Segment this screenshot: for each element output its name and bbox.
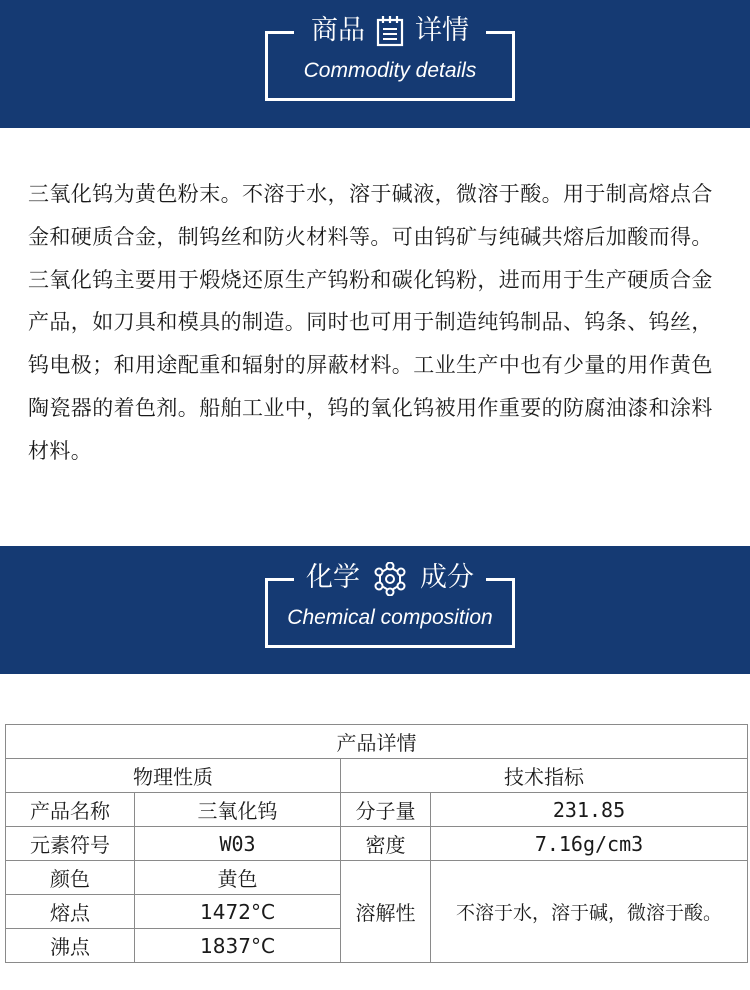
property-label: 产品名称	[6, 793, 135, 827]
property-label: 熔点	[6, 895, 135, 929]
section-title-en: Commodity details	[303, 59, 477, 82]
title-cn-part1: 商品	[311, 15, 365, 46]
section-title-frame	[265, 15, 515, 101]
table-row	[6, 793, 748, 827]
property-label: 沸点	[6, 929, 135, 963]
table-row	[6, 827, 748, 861]
spec-value: 231.85	[431, 793, 748, 827]
section-title-cn	[268, 560, 512, 596]
title-cn-part2: 成分	[420, 562, 474, 593]
chemical-composition-banner	[0, 546, 750, 674]
notepad-icon	[375, 15, 405, 47]
property-label: 颜色	[6, 861, 135, 895]
commodity-details-banner	[0, 0, 750, 128]
table-row	[6, 725, 748, 759]
spec-label: 溶解性	[341, 861, 431, 963]
title-cn-part1: 化学	[306, 562, 360, 593]
spec-value: 7.16g/cm3	[431, 827, 748, 861]
property-value: 三氧化钨	[135, 793, 341, 827]
description-paragraph-2: 三氧化钨主要用于煅烧还原生产钨粉和碳化钨粉，进而用于生产硬质合金产品，如刀具和模具的制造。同时也可用于制造纯钨制品、钨条、钨丝，钨电极；和用途配重和辐射的屏蔽材料。工业生产中也有少量的用作黄色陶瓷器的着色剂。船舶工业中，钨的氧化钨被用作重要的防腐油漆和涂料材料。	[28, 267, 713, 463]
property-value: 1837°C	[135, 929, 341, 963]
section-title-en: Chemical composition	[287, 606, 493, 629]
physical-properties-header: 物理性质	[6, 759, 341, 793]
product-specs-table	[5, 724, 748, 963]
property-value: 黄色	[135, 861, 341, 895]
section-title-frame	[265, 562, 515, 648]
table-row	[6, 861, 748, 895]
spec-value: 不溶于水，溶于碱，微溶于酸。	[431, 861, 748, 963]
description-paragraph-1: 三氧化钨为黄色粉末。不溶于水，溶于碱液，微溶于酸。用于制高熔点合金和硬质合金，制钨丝和防火材料等。可由钨矿与纯碱共熔后加酸而得。	[28, 182, 713, 249]
spec-label: 分子量	[341, 793, 431, 827]
table-row	[6, 759, 748, 793]
table-title: 产品详情	[6, 725, 748, 759]
product-description	[28, 173, 728, 473]
spec-label: 密度	[341, 827, 431, 861]
property-value: 1472°C	[135, 895, 341, 929]
molecule-icon	[370, 562, 410, 594]
section-title-cn	[268, 13, 512, 49]
title-cn-part2: 详情	[415, 15, 469, 46]
property-label: 元素符号	[6, 827, 135, 861]
property-value: W03	[135, 827, 341, 861]
technical-specs-header: 技术指标	[341, 759, 748, 793]
